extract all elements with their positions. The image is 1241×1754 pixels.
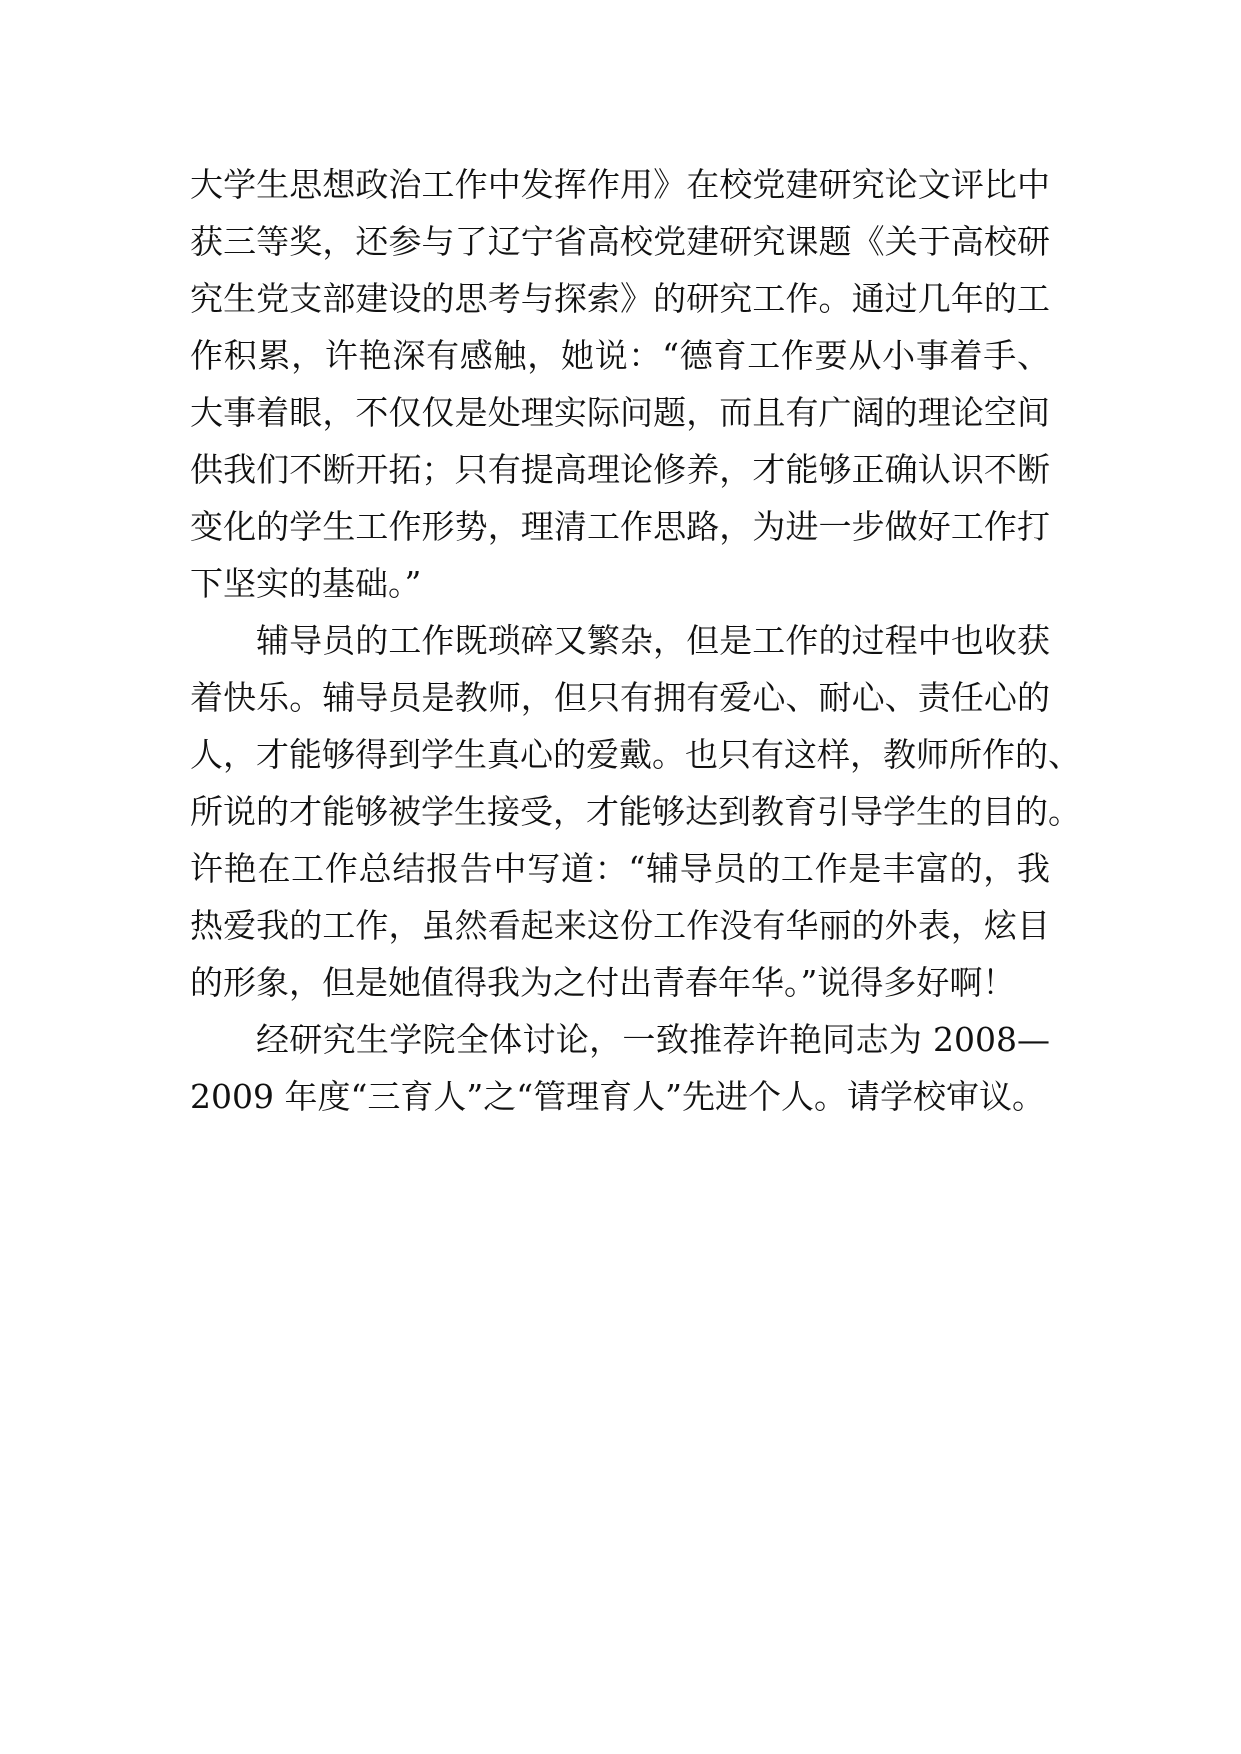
document-body [190,156,1081,1125]
text-line: 辅导员的工作既琐碎又繁杂，但是工作的过程中也收获 [256,621,1050,660]
text-line: 大学生思想政治工作中发挥作用》在校党建研究论文评比中 [190,165,1050,204]
text-line: 经研究生学院全体讨论，一致推荐许艳同志为 2008— [256,1020,1050,1059]
text-line: 变化的学生工作形势，理清工作思路，为进一步做好工作打 [190,507,1050,546]
text-line: 许艳在工作总结报告中写道：“辅导员的工作是丰富的，我 [190,849,1050,888]
text-line: 热爱我的工作，虽然看起来这份工作没有华丽的外表，炫目 [190,906,1050,945]
text-line: 着快乐。辅导员是教师，但只有拥有爱心、耐心、责任心的 [190,678,1050,717]
text-line: 下坚实的基础。” [190,564,422,603]
text-line: 2009 年度“三育人”之“管理育人”先进个人。请学校审议。 [190,1077,1045,1116]
text-line: 大事着眼，不仅仅是处理实际问题，而且有广阔的理论空间 [190,393,1050,432]
text-line: 作积累，许艳深有感触，她说：“德育工作要从小事着手、 [190,336,1050,375]
text-line: 人，才能够得到学生真心的爱戴。也只有这样，教师所作的、 [190,735,1081,774]
text-line: 所说的才能够被学生接受，才能够达到教育引导学生的目的。 [190,792,1081,831]
text-line: 的形象，但是她值得我为之付出青春年华。”说得多好啊！ [190,963,1016,1002]
text-line: 究生党支部建设的思考与探索》的研究工作。通过几年的工 [190,279,1050,318]
text-line: 供我们不断开拓；只有提高理论修养，才能够正确认识不断 [190,450,1050,489]
text-line: 获三等奖，还参与了辽宁省高校党建研究课题《关于高校研 [190,222,1050,261]
